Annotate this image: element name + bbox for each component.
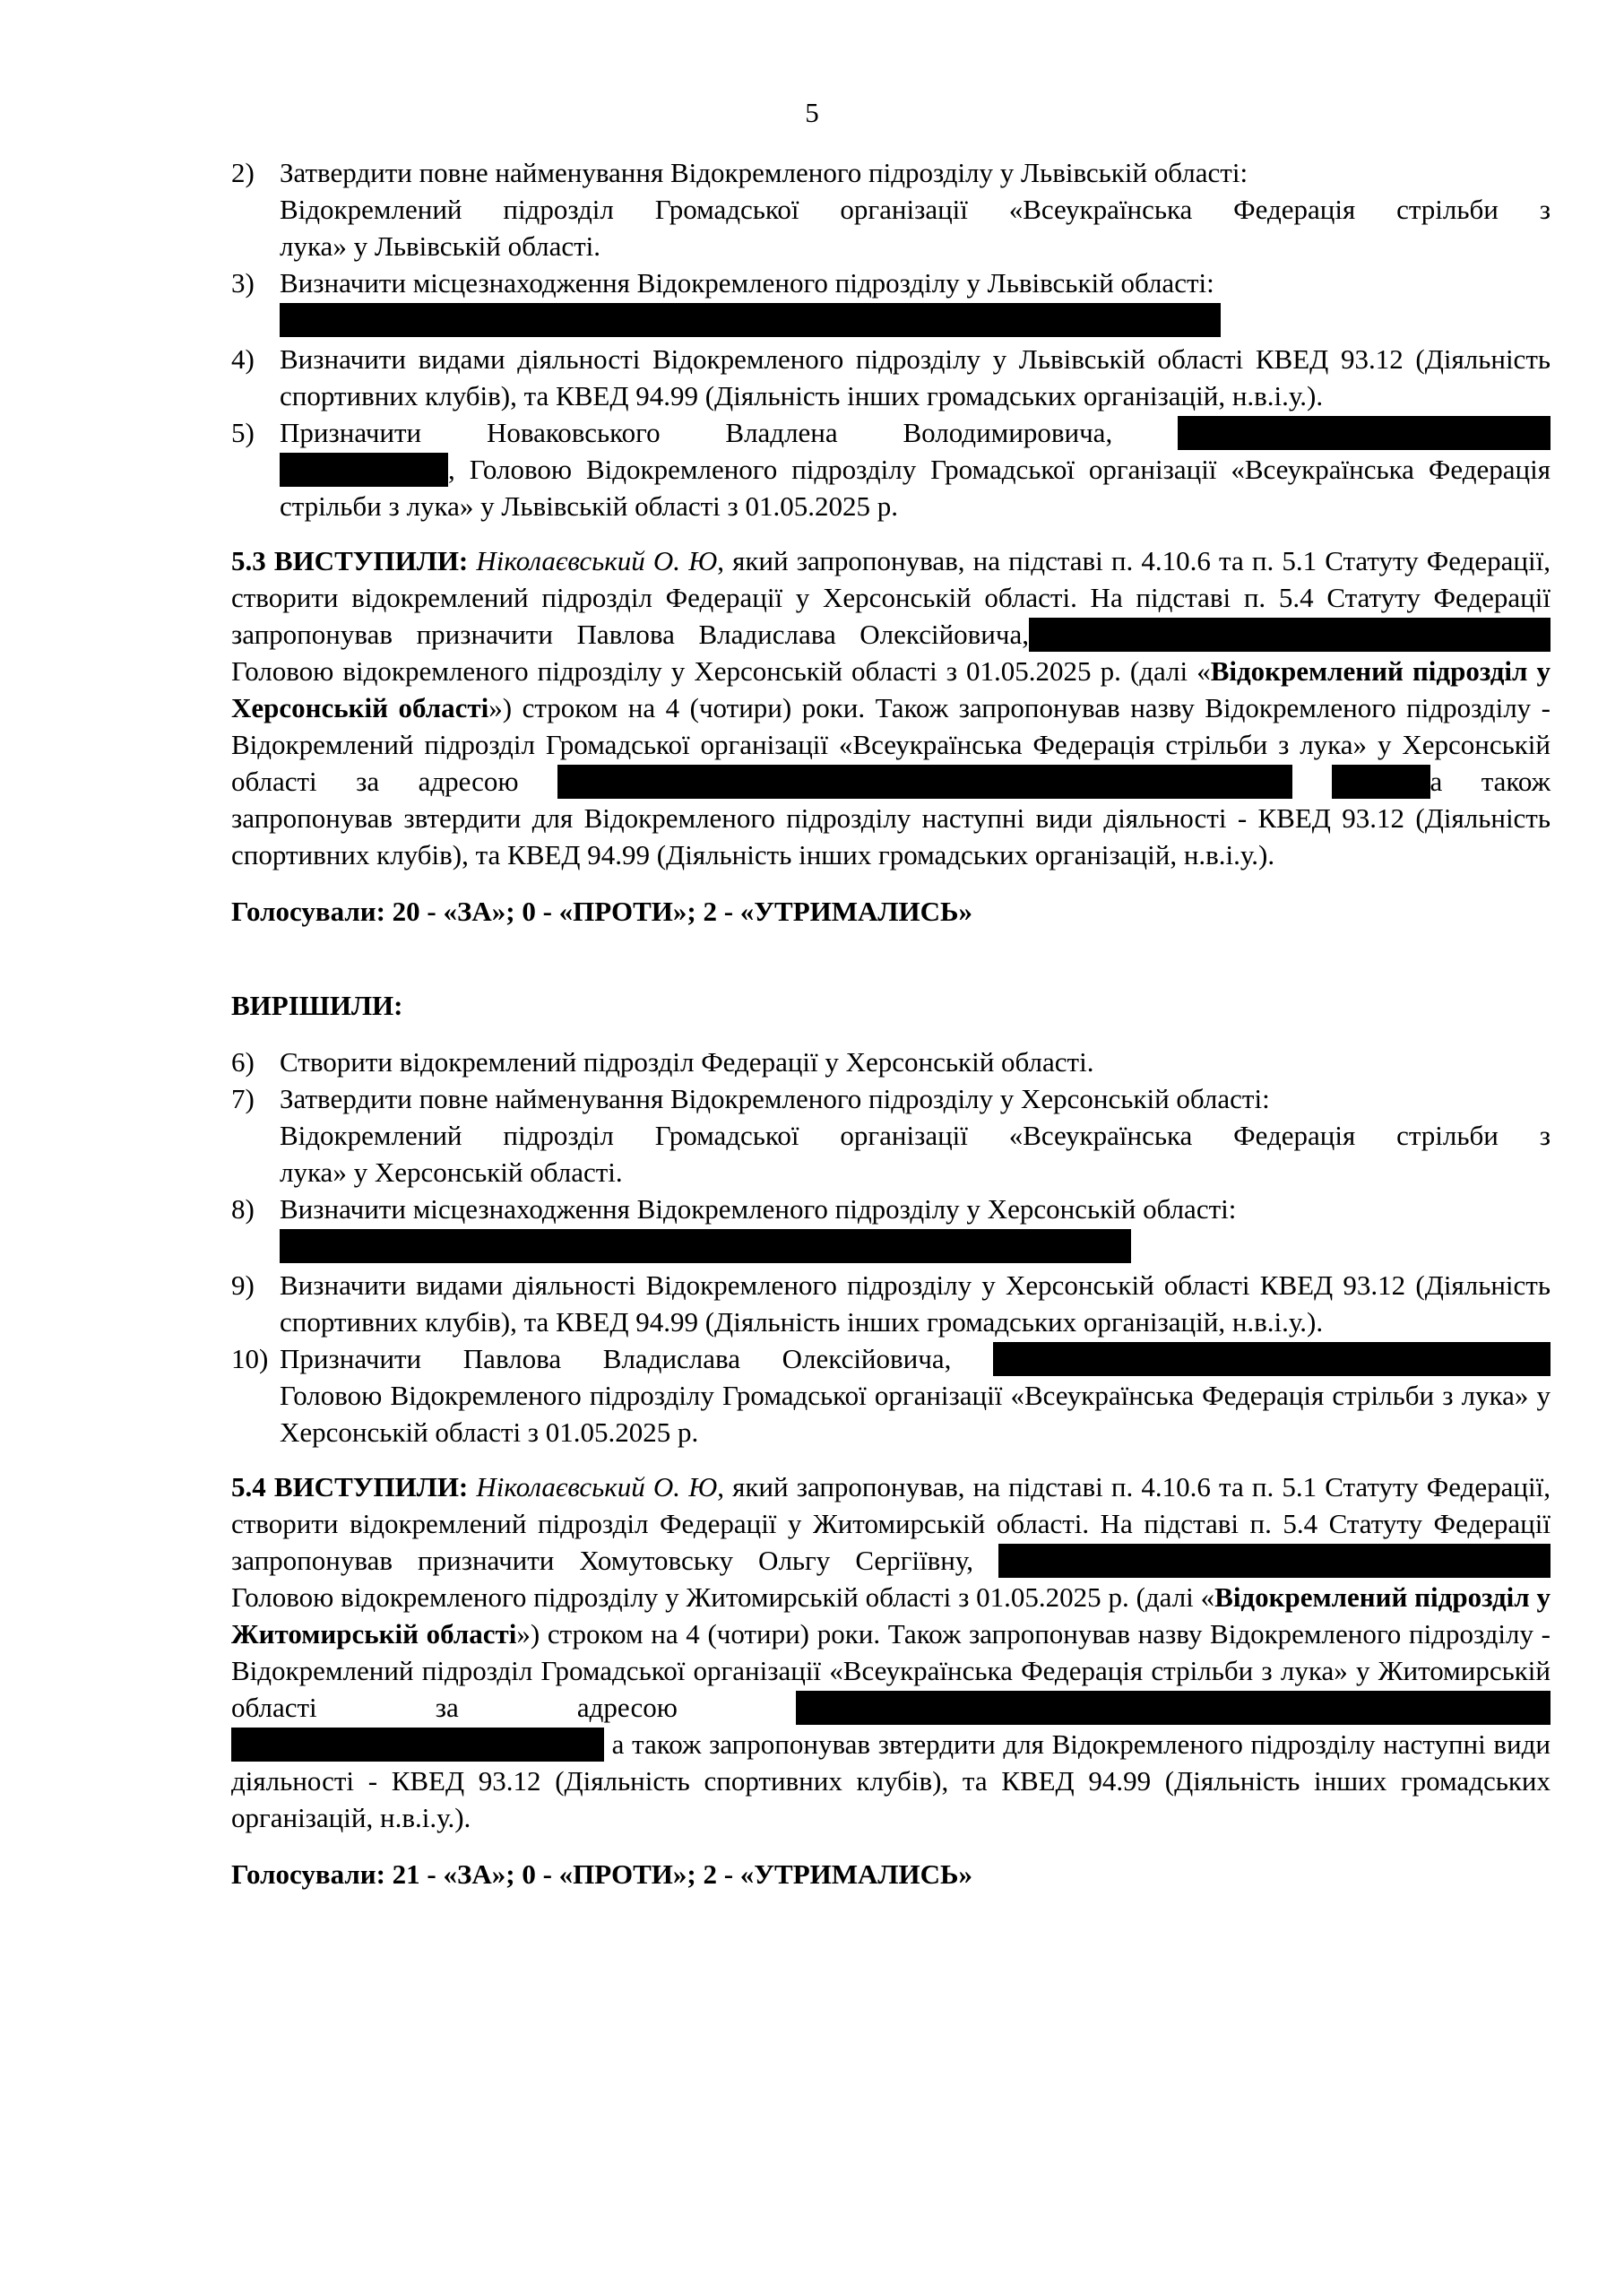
redacted-info <box>993 1342 1551 1376</box>
redacted-address <box>231 1728 604 1762</box>
item-text: Визначити місцезнаходження Відокремленого підрозділу у Львівській області: <box>280 267 1214 299</box>
item-text: лука» у Херсонській області. <box>280 1156 623 1188</box>
decision-item-6 <box>231 1044 1551 1080</box>
section-text: , який запропонував, на підставі п. 4.10.6 та п. 5.1 Статуту Федерації, створити відокремлений підрозділ Федерації у Житомирській області. На підставі п. 5.4 Статуту Федерації запропонував призначити Хомутовську Ольгу Сергіївну, <box>231 1471 1551 1576</box>
section-text: Головою відокремленого підрозділу у Житомирській області з 01.05.2025 р. (далі « <box>231 1581 1215 1613</box>
decision-item-8 <box>231 1191 1551 1263</box>
section-text: ») строком на 4 (чотири) роки. Також запропонував назву Відокремленого підрозділу - Відокремлений підрозділ Громадської організації «Всеукраїнська Федерація стрільби з лука» у Херсонській області за адресою <box>231 692 1551 797</box>
section-text: ») строком на 4 (чотири) роки. Також запропонував назву Відокремленого підрозділу - Відокремлений підрозділ Громадської організації «Всеукраїнська Федерація стрільби з лука» у Житомирській області за адресою <box>231 1618 1551 1723</box>
item-number: 3) <box>231 267 255 299</box>
subdivision-name: Відокремлений підрозділ у Житомирській області <box>231 1581 1551 1650</box>
item-text: Визначити видами діяльності Відокремленого підрозділу у Херсонській області КВЕД 93.12 (Діяльність спортивних клубів), та КВЕД 94.99 (Діяльність інших громадських організацій, н.в.і.у.). <box>280 1269 1551 1338</box>
section-5-3 <box>231 542 1551 873</box>
speaker-name: Ніколаєвський О. Ю <box>476 545 718 576</box>
item-text-a: Призначити Павлова Владислава Олексійовича, <box>280 1343 952 1374</box>
redacted-address <box>280 1229 1131 1263</box>
redacted-info <box>1178 416 1551 450</box>
item-text: Затвердити повне найменування Відокремленого підрозділу у Львівській області: <box>280 157 1248 188</box>
page-number: 5 <box>805 97 819 128</box>
redacted-info <box>1029 618 1551 652</box>
item-number: 8) <box>231 1193 255 1225</box>
item-number: 4) <box>231 343 255 375</box>
redacted-info <box>998 1544 1551 1578</box>
redacted-info <box>280 453 448 487</box>
item-number: 10) <box>231 1343 269 1374</box>
section-text: а також запропонував звтердити для Відокремленого підрозділу наступні види діяльності - КВЕД 93.12 (Діяльність спортивних клубів), та КВЕД 94.99 (Діяльність інших громадських організацій, н.в.і.у.). <box>231 1728 1551 1833</box>
decision-item-4 <box>231 341 1551 414</box>
item-number: 2) <box>231 157 255 188</box>
section-text: , який запропонував, на підставі п. 4.10.6 та п. 5.1 Статуту Федерації, створити відокремлений підрозділ Федерації у Херсонській області. На підставі п. 5.4 Статуту Федерації запропонував призначити Павлова Владислава Олексійовича, <box>231 545 1551 650</box>
item-number: 5) <box>231 417 255 448</box>
redacted-address <box>280 303 1221 337</box>
item-text-b: , Головою Відокремленого підрозділу Громадської організації «Всеукраїнська Федерація стрільби з лука» у Львівській області з 01.05.2025 р. <box>280 454 1551 522</box>
vote-result: Голосували: 21 - «ЗА»; 0 - «ПРОТИ»; 2 - «УТРИМАЛИСЬ» <box>231 1858 973 1890</box>
item-text-a: Призначити Новаковського Владлена Володимировича, <box>280 417 1113 448</box>
subdivision-name: Відокремлений підрозділ у Херсонській області <box>231 655 1551 723</box>
item-text: лука» у Львівській області. <box>280 230 600 262</box>
section-5-4 <box>231 1468 1551 1836</box>
decision-item-10 <box>231 1340 1551 1451</box>
decided-heading: ВИРІШИЛИ: <box>231 990 403 1021</box>
item-text <box>280 1340 1551 1377</box>
vote-result: Голосували: 20 - «ЗА»; 0 - «ПРОТИ»; 2 - «УТРИМАЛИСЬ» <box>231 896 973 927</box>
item-text: Відокремлений підрозділ Громадської організації «Всеукраїнська Федерація стрільби з <box>280 194 1551 225</box>
item-number: 9) <box>231 1269 255 1301</box>
item-text: Затвердити повне найменування Відокремленого підрозділу у Херсонській області: <box>280 1083 1270 1114</box>
section-label: 5.3 ВИСТУПИЛИ: <box>231 545 469 576</box>
section-text: Головою відокремленого підрозділу у Херсонській області з 01.05.2025 р. (далі « <box>231 655 1211 687</box>
decision-item-9 <box>231 1267 1551 1340</box>
item-text: Створити відокремлений підрозділ Федерації у Херсонській області. <box>280 1046 1094 1078</box>
section-text: а також запропонував звтердити для Відокремленого підрозділу наступні види діяльності - КВЕД 93.12 (Діяльність спортивних клубів), та КВЕД 94.99 (Діяльність інших громадських організацій, н.в.і.у.). <box>231 766 1551 870</box>
redacted-address <box>1332 765 1430 799</box>
item-text <box>280 451 1551 524</box>
redacted-address <box>557 765 1292 799</box>
redacted-address <box>796 1691 1551 1725</box>
item-text <box>280 414 1551 451</box>
decision-item-2 <box>231 154 1551 264</box>
item-text: Визначити видами діяльності Відокремленого підрозділу у Львівській області КВЕД 93.12 (Діяльність спортивних клубів), та КВЕД 94.99 (Діяльність інших громадських організацій, н.в.і.у.). <box>280 343 1551 411</box>
item-text: Відокремлений підрозділ Громадської організації «Всеукраїнська Федерація стрільби з <box>280 1120 1551 1151</box>
item-text: Головою Відокремленого підрозділу Громадської організації «Всеукраїнська Федерація стрільби з лука» у Херсонській області з 01.05.2025 р. <box>280 1380 1551 1448</box>
decision-item-3 <box>231 264 1551 337</box>
item-number: 6) <box>231 1046 255 1078</box>
speaker-name: Ніколаєвський О. Ю <box>476 1471 718 1503</box>
document-body <box>231 154 1551 1892</box>
section-label: 5.4 ВИСТУПИЛИ: <box>231 1471 469 1503</box>
decision-item-5 <box>231 414 1551 524</box>
item-text: Визначити місцезнаходження Відокремленого підрозділу у Херсонській області: <box>280 1193 1237 1225</box>
decision-item-7 <box>231 1080 1551 1191</box>
item-number: 7) <box>231 1083 255 1114</box>
